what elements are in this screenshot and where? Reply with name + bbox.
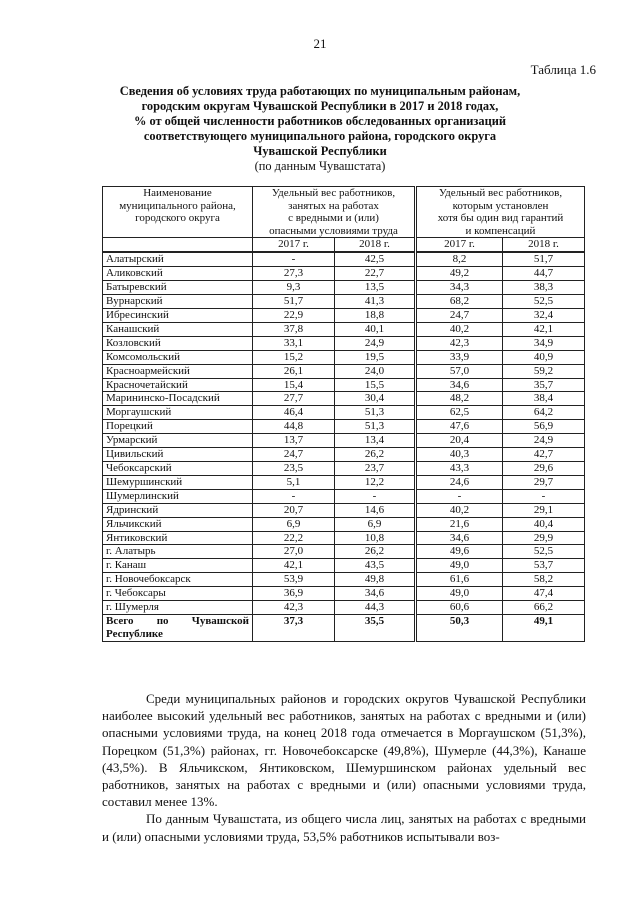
value-cell: 56,9 <box>503 420 585 434</box>
value-cell: 52,5 <box>503 295 585 309</box>
value-cell: - <box>416 489 503 503</box>
value-cell: 38,3 <box>503 281 585 295</box>
value-cell: 8,2 <box>416 252 503 266</box>
district-name: Чебоксарский <box>103 461 253 475</box>
table-row <box>103 434 585 448</box>
value-cell: 34,9 <box>503 336 585 350</box>
value-cell: 32,4 <box>503 309 585 323</box>
table-row <box>103 364 585 378</box>
table-row <box>103 573 585 587</box>
value-cell: 9,3 <box>253 281 335 295</box>
district-name: Аликовский <box>103 267 253 281</box>
district-name: Алатырский <box>103 252 253 266</box>
value-cell: 38,4 <box>503 392 585 406</box>
district-name: Канашский <box>103 322 253 336</box>
value-cell: 40,1 <box>335 322 416 336</box>
value-cell: 42,3 <box>253 601 335 615</box>
value-cell: 13,7 <box>253 434 335 448</box>
value-cell: 44,3 <box>335 601 416 615</box>
total-value: 50,3 <box>416 614 503 641</box>
value-cell: - <box>253 252 335 266</box>
value-cell: 43,5 <box>335 559 416 573</box>
value-cell: 27,3 <box>253 267 335 281</box>
value-cell: 10,8 <box>335 531 416 545</box>
value-cell: 34,6 <box>335 587 416 601</box>
table-row <box>103 378 585 392</box>
value-cell: 24,7 <box>253 448 335 462</box>
district-name: Красноармейский <box>103 364 253 378</box>
value-cell: 52,5 <box>503 545 585 559</box>
table-row <box>103 267 585 281</box>
value-cell: 59,2 <box>503 364 585 378</box>
years-row <box>103 238 585 253</box>
table-row <box>103 559 585 573</box>
value-cell: 24,9 <box>335 336 416 350</box>
value-cell: 51,7 <box>503 252 585 266</box>
value-cell: 57,0 <box>416 364 503 378</box>
value-cell: 66,2 <box>503 601 585 615</box>
district-name: Яльчикский <box>103 517 253 531</box>
value-cell: 24,9 <box>503 434 585 448</box>
value-cell: 34,6 <box>416 378 503 392</box>
header-row <box>103 187 585 238</box>
value-cell: 22,9 <box>253 309 335 323</box>
value-cell: 51,7 <box>253 295 335 309</box>
total-word: по <box>156 614 169 627</box>
value-cell: 19,5 <box>335 350 416 364</box>
value-cell: 22,7 <box>335 267 416 281</box>
value-cell: 40,9 <box>503 350 585 364</box>
table-row <box>103 601 585 615</box>
district-name: Батыревский <box>103 281 253 295</box>
value-cell: - <box>503 489 585 503</box>
header-text: хотя бы один вид гарантий <box>437 212 564 225</box>
table-row <box>103 350 585 364</box>
value-cell: 23,5 <box>253 461 335 475</box>
district-name: Шемуршинский <box>103 475 253 489</box>
value-cell: 29,1 <box>503 503 585 517</box>
year-blank <box>103 238 253 253</box>
title-line: Чувашской Республики <box>253 144 387 158</box>
year-header: 2017 г. <box>416 238 503 253</box>
total-value: 49,1 <box>503 614 585 641</box>
value-cell: 42,1 <box>253 559 335 573</box>
header-hazardous-share <box>253 187 416 238</box>
value-cell: 40,2 <box>416 503 503 517</box>
value-cell: 51,3 <box>335 420 416 434</box>
table-body <box>103 252 585 641</box>
value-cell: 36,9 <box>253 587 335 601</box>
value-cell: 21,6 <box>416 517 503 531</box>
value-cell: 24,7 <box>416 309 503 323</box>
value-cell: 24,6 <box>416 475 503 489</box>
table-title <box>88 84 552 174</box>
header-text: муниципального района, <box>119 199 236 212</box>
total-word: Всего <box>106 614 134 627</box>
value-cell: 24,0 <box>335 364 416 378</box>
value-cell: 6,9 <box>253 517 335 531</box>
district-name: Ибресинский <box>103 309 253 323</box>
header-text: и компенсаций <box>465 224 536 237</box>
value-cell: 29,7 <box>503 475 585 489</box>
table-row <box>103 406 585 420</box>
header-text: городского округа <box>135 212 220 225</box>
table-row <box>103 503 585 517</box>
header-text: занятых на работах <box>288 199 379 212</box>
value-cell: 34,6 <box>416 531 503 545</box>
value-cell: 26,2 <box>335 448 416 462</box>
value-cell: 33,1 <box>253 336 335 350</box>
value-cell: 42,5 <box>335 252 416 266</box>
total-name <box>103 614 253 641</box>
value-cell: 18,8 <box>335 309 416 323</box>
table-row <box>103 295 585 309</box>
value-cell: 27,0 <box>253 545 335 559</box>
header-guarantees-share <box>416 187 585 238</box>
paragraph: Среди муниципальных районов и городских округов Чувашской Республики наиболее высокий удельный вес работников, занятых на работах с вредными и (или) опасными условиями труда, на конец 2018 года отмечается в Моргаушском (51,3%), Порецком (51,3%) районах, гг. Новочебоксарске (49,8%), Шумерле (44,3%), Канаше (43,5%). В Яльчикском, Янтиковском, Шемуршинском районах удельный вес работников, занятых на работах с вредными и (или) опасными условиями труда, составил менее 13%. <box>102 691 586 810</box>
value-cell: 42,7 <box>503 448 585 462</box>
value-cell: 60,6 <box>416 601 503 615</box>
working-conditions-table <box>102 186 585 642</box>
value-cell: 40,3 <box>416 448 503 462</box>
value-cell: 64,2 <box>503 406 585 420</box>
title-line: городским округам Чувашской Республики в 2017 и 2018 годах, <box>141 99 499 113</box>
value-cell: 48,2 <box>416 392 503 406</box>
year-header: 2017 г. <box>253 238 335 253</box>
table-row <box>103 517 585 531</box>
value-cell: 6,9 <box>335 517 416 531</box>
district-name: Козловский <box>103 336 253 350</box>
value-cell: 26,1 <box>253 364 335 378</box>
body-text <box>102 690 586 845</box>
value-cell: 47,4 <box>503 587 585 601</box>
value-cell: 27,7 <box>253 392 335 406</box>
district-name: Ядринский <box>103 503 253 517</box>
value-cell: 15,2 <box>253 350 335 364</box>
value-cell: 68,2 <box>416 295 503 309</box>
district-name: Комсомольский <box>103 350 253 364</box>
value-cell: 15,5 <box>335 378 416 392</box>
district-name: Порецкий <box>103 420 253 434</box>
value-cell: 14,6 <box>335 503 416 517</box>
value-cell: 40,4 <box>503 517 585 531</box>
value-cell: 44,7 <box>503 267 585 281</box>
table-label: Таблица 1.6 <box>530 62 596 77</box>
header-text: с вредными и (или) <box>288 212 379 225</box>
value-cell: 37,8 <box>253 322 335 336</box>
total-word: Чувашской <box>191 614 249 627</box>
value-cell: 53,9 <box>253 573 335 587</box>
year-header: 2018 г. <box>503 238 585 253</box>
header-text: Наименование <box>143 187 212 199</box>
district-name: г. Алатырь <box>103 545 253 559</box>
total-value: 35,5 <box>335 614 416 641</box>
value-cell: 34,3 <box>416 281 503 295</box>
table-row <box>103 461 585 475</box>
table-row <box>103 531 585 545</box>
value-cell: 15,4 <box>253 378 335 392</box>
value-cell: 41,3 <box>335 295 416 309</box>
value-cell: 23,7 <box>335 461 416 475</box>
value-cell: 49,6 <box>416 545 503 559</box>
paragraph: По данным Чувашстата, из общего числа лиц, занятых на работах с вредными и (или) опасными условиями труда, 53,5% работников испытывали воз- <box>102 811 586 844</box>
value-cell: 5,1 <box>253 475 335 489</box>
value-cell: 49,2 <box>416 267 503 281</box>
value-cell: 29,9 <box>503 531 585 545</box>
table-row <box>103 281 585 295</box>
value-cell: 30,4 <box>335 392 416 406</box>
header-text: которым установлен <box>452 199 549 212</box>
table-row <box>103 587 585 601</box>
value-cell: 49,0 <box>416 559 503 573</box>
value-cell: 51,3 <box>335 406 416 420</box>
value-cell: 49,0 <box>416 587 503 601</box>
value-cell: 44,8 <box>253 420 335 434</box>
district-name: Урмарский <box>103 434 253 448</box>
value-cell: 61,6 <box>416 573 503 587</box>
page-number: 21 <box>313 36 327 51</box>
table-row <box>103 545 585 559</box>
district-name: г. Чебоксары <box>103 587 253 601</box>
value-cell: 12,2 <box>335 475 416 489</box>
table-row <box>103 322 585 336</box>
title-line: соответствующего муниципального района, городского округа <box>143 129 497 143</box>
district-name: Вурнарский <box>103 295 253 309</box>
value-cell: - <box>253 489 335 503</box>
value-cell: 26,2 <box>335 545 416 559</box>
table-row <box>103 336 585 350</box>
value-cell: 22,2 <box>253 531 335 545</box>
district-name: г. Шумерля <box>103 601 253 615</box>
title-line: Сведения об условиях труда работающих по муниципальным районам, <box>119 84 521 98</box>
title-line: % от общей численности работников обследованных организаций <box>133 114 507 128</box>
district-name: г. Новочебоксарск <box>103 573 253 587</box>
value-cell: - <box>335 489 416 503</box>
district-name: Цивильский <box>103 448 253 462</box>
value-cell: 47,6 <box>416 420 503 434</box>
title-source: (по данным Чувашстата) <box>254 159 386 173</box>
value-cell: 46,4 <box>253 406 335 420</box>
district-name: Шумерлинский <box>103 489 253 503</box>
total-value: 37,3 <box>253 614 335 641</box>
table-row <box>103 448 585 462</box>
value-cell: 33,9 <box>416 350 503 364</box>
table-row <box>103 420 585 434</box>
value-cell: 49,8 <box>335 573 416 587</box>
total-name-line2: Республике <box>106 627 163 640</box>
district-name: Моргаушский <box>103 406 253 420</box>
value-cell: 13,5 <box>335 281 416 295</box>
value-cell: 20,4 <box>416 434 503 448</box>
value-cell: 42,1 <box>503 322 585 336</box>
value-cell: 42,3 <box>416 336 503 350</box>
table-row <box>103 252 585 266</box>
district-name: Марининско-Посадский <box>103 392 253 406</box>
header-text: Удельный вес работников, <box>271 187 396 199</box>
district-name: г. Канаш <box>103 559 253 573</box>
value-cell: 62,5 <box>416 406 503 420</box>
value-cell: 40,2 <box>416 322 503 336</box>
value-cell: 43,3 <box>416 461 503 475</box>
district-name: Янтиковский <box>103 531 253 545</box>
table-row <box>103 309 585 323</box>
table-row <box>103 489 585 503</box>
header-name <box>103 187 253 238</box>
value-cell: 53,7 <box>503 559 585 573</box>
total-row <box>103 614 585 641</box>
value-cell: 58,2 <box>503 573 585 587</box>
value-cell: 29,6 <box>503 461 585 475</box>
value-cell: 35,7 <box>503 378 585 392</box>
table-row <box>103 475 585 489</box>
header-text: Удельный вес работников, <box>438 187 563 199</box>
year-header: 2018 г. <box>335 238 416 253</box>
table-row <box>103 392 585 406</box>
value-cell: 13,4 <box>335 434 416 448</box>
district-name: Красночетайский <box>103 378 253 392</box>
value-cell: 20,7 <box>253 503 335 517</box>
header-text: опасными условиями труда <box>269 224 398 237</box>
